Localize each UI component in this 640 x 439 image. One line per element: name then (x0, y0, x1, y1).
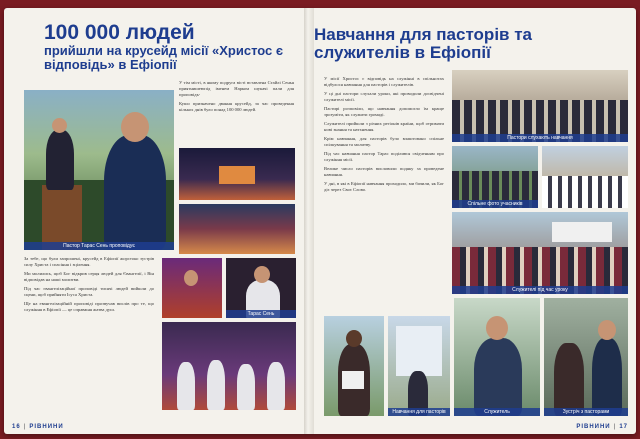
speaker-photo (226, 258, 296, 318)
left-paragraph: За тебе, що були запрошені, крусейд в Ефіопії жорстоко зустрів силу Христа і спасіння і зцілення. (24, 256, 154, 267)
right-magazine-name: РІВНИНИ (576, 424, 611, 430)
speaker-caption: Тарас Сень (226, 310, 296, 318)
man-with-book-photo (324, 316, 384, 416)
page-gutter (304, 8, 314, 434)
right-paragraph: У дні, в які в Ефіопії навчання проходило, ми бачили, як Бог діє через Своє Слово. (324, 181, 444, 192)
left-title-subline: прийшли на крусейд місії «Христос є відповідь» в Ефіопії (44, 43, 284, 72)
right-page-number: 17 (619, 424, 628, 430)
left-paragraph: Ми молились, щоб Бог відкрив серця людей для Євангелії, і Він відповідав на наші молитви. (24, 271, 154, 282)
right-paragraph: Пастирі розповіли, що навчання допомогло їм краще зрозуміти, як служити громаді. (324, 106, 444, 117)
left-footer: 16 | РІВНИНИ (12, 424, 64, 430)
man-portrait-photo (454, 298, 540, 416)
meeting-photo (544, 298, 628, 416)
meeting-caption: Зустріч з пасторами (544, 408, 628, 416)
crowd-photo (179, 204, 295, 254)
outdoor-crowd-photo (542, 146, 628, 208)
left-intro-text (179, 80, 294, 116)
left-title-headline: 100 000 людей (44, 21, 195, 44)
right-paragraph: У місії Христос є відповідь на служінні в спільнотах відбулося навчання для пасторів і служителів. (324, 76, 444, 87)
pulpit (42, 185, 82, 250)
left-page-number: 16 (12, 424, 21, 430)
crowd-with-banner-photo (452, 212, 628, 294)
band-photo (162, 322, 296, 410)
stage-photo (162, 258, 222, 318)
pastors-seated-photo (452, 70, 628, 142)
crowd-caption: Служителі під час уроку (452, 286, 628, 294)
group-caption: Спільне фото учасників (452, 200, 538, 208)
left-paragraph: Кушо призначено двання крусейд, за час проведення кількох днів було понад 100 000 людей. (179, 101, 294, 112)
left-paragraph: Під час євангелізаційної проповіді тисячі людей вийшли до сцени, щоб прийняти Ісуса Христа. (24, 286, 154, 297)
left-page-title (44, 22, 294, 71)
right-paragraph: Служителі прийшли з різних регіонів країни, щоб отримати нові знання та натхнення. (324, 121, 444, 132)
magazine-spread (4, 8, 636, 434)
left-body-text (24, 256, 154, 316)
night-crowd-photo (179, 148, 295, 200)
preacher-photo (24, 90, 174, 250)
left-magazine-name: РІВНИНИ (29, 424, 64, 430)
tent-banner-photo (388, 316, 450, 416)
right-paragraph: Крім навчання, для пасторів було влаштовано спільне спілкування та молитву. (324, 136, 444, 147)
right-paragraph: Під час навчання пастор Тарас поділився свідченням про служіння місії. (324, 151, 444, 162)
left-page (4, 8, 304, 434)
man-caption: Служитель (454, 408, 540, 416)
right-page (314, 8, 636, 434)
right-paragraph: Велике число пасторів висловили подяку за проведене навчання. (324, 166, 444, 177)
right-intro-text (324, 76, 444, 196)
right-footer: РІВНИНИ | 17 (576, 424, 628, 430)
right-page-title: Навчання для пасторів та служителів в Ефіопії (314, 25, 532, 62)
tent-caption: Навчання для пасторів (388, 408, 450, 416)
left-paragraph: У тім місті, в якому подруга вісті вставлена Стайлі Сенья приятнишеюпід іменем Нарком шукачі пали для проповідь- (179, 80, 294, 97)
pastors-caption: Пастори слухають навчання (452, 134, 628, 142)
right-paragraph: У ці дні пастори слухали уроки, які проводили досвідчені служителі місії. (324, 91, 444, 102)
group-photo (452, 146, 538, 208)
left-paragraph: Ще на евангелізаційній проповіді прозвучав вислів про те, що служіння в Ефіопії — це справжня жатва душ. (24, 301, 154, 312)
preacher-caption: Пастор Тарас Сень проповідує (24, 242, 174, 250)
